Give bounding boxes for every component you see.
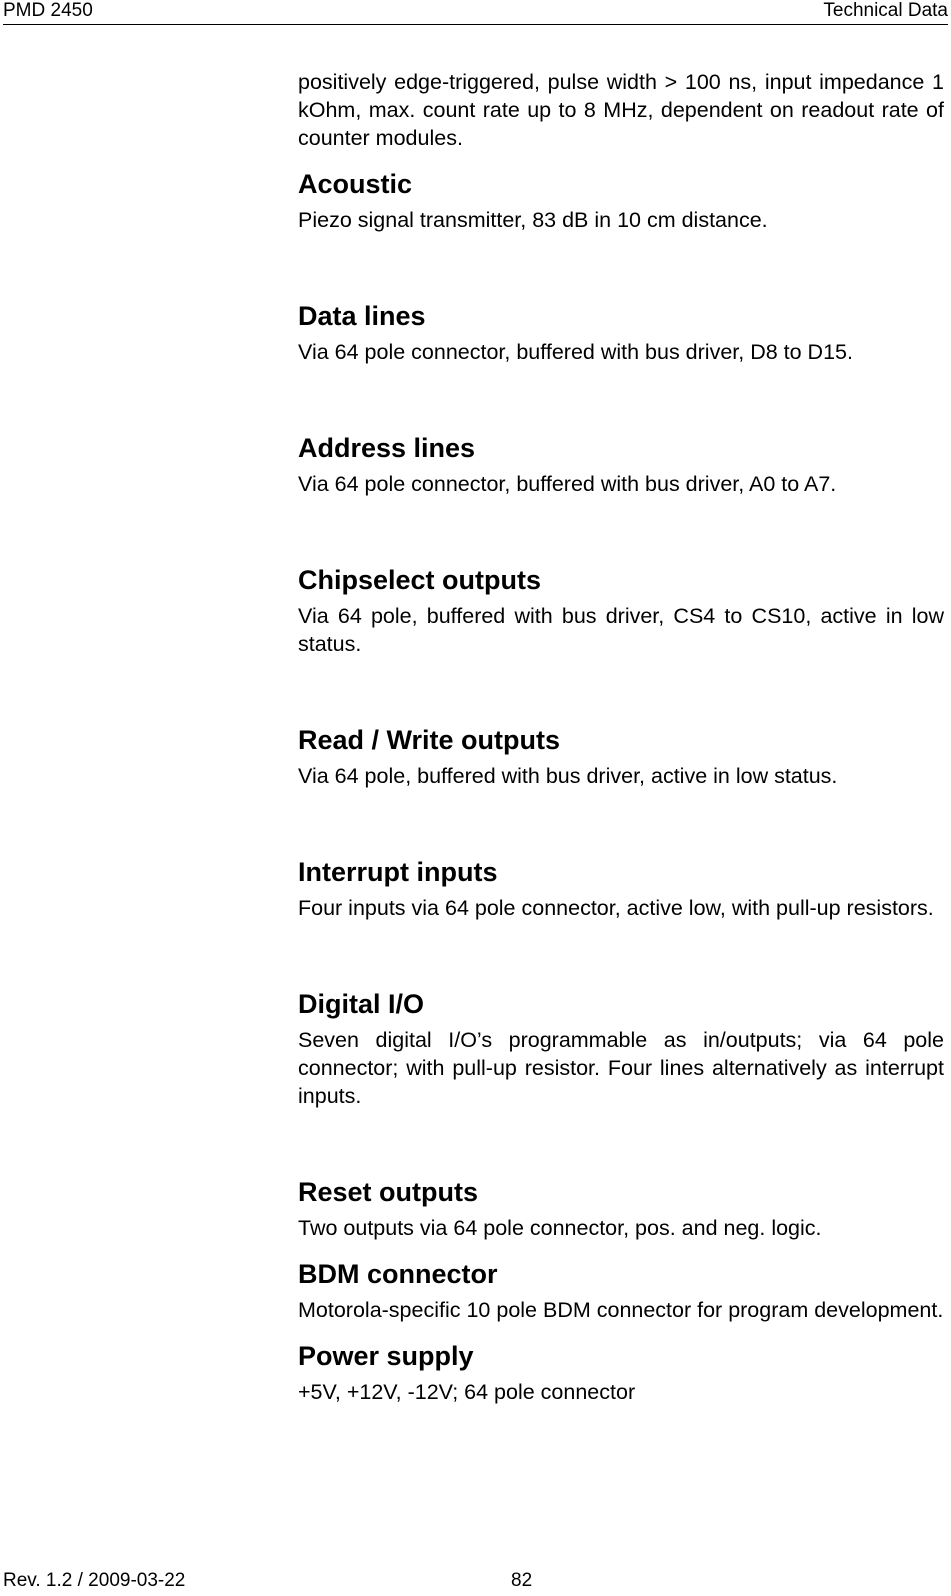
section-text: Piezo signal transmitter, 83 dB in 10 cm distance. xyxy=(298,208,768,232)
section-data-lines xyxy=(298,300,944,366)
section-interrupt-inputs xyxy=(298,856,944,922)
section-text: Via 64 pole, buffered with bus driver, CS4 to CS10, active in low status. xyxy=(298,604,944,656)
section-text: Via 64 pole connector, buffered with bus driver, A0 to A7. xyxy=(298,472,837,496)
section-read-write-outputs xyxy=(298,724,944,790)
section-heading: Interrupt inputs xyxy=(298,857,498,887)
section-heading: Power supply xyxy=(298,1341,474,1371)
section-bdm-connector xyxy=(298,1258,944,1324)
revision-label: Rev. 1.2 / 2009-03-22 xyxy=(3,1570,186,1591)
section-power-supply xyxy=(298,1340,944,1406)
section-heading: Reset outputs xyxy=(298,1177,479,1207)
document-body xyxy=(298,68,944,1406)
section-text: Four inputs via 64 pole connector, active low, with pull-up resistors. xyxy=(298,896,934,920)
page-header xyxy=(3,0,948,25)
document-title: PMD 2450 xyxy=(3,0,93,21)
section-reset-outputs xyxy=(298,1176,944,1242)
section-acoustic xyxy=(298,168,944,234)
section-heading: BDM connector xyxy=(298,1259,498,1289)
section-heading: Acoustic xyxy=(298,169,413,199)
section-text: Motorola-specific 10 pole BDM connector for program development. xyxy=(298,1298,944,1322)
section-digital-io xyxy=(298,988,944,1110)
section-text: Via 64 pole, buffered with bus driver, active in low status. xyxy=(298,764,838,788)
section-heading: Read / Write outputs xyxy=(298,725,561,755)
section-address-lines xyxy=(298,432,944,498)
section-heading: Data lines xyxy=(298,301,426,331)
page-number: 82 xyxy=(511,1570,533,1591)
section-text: Via 64 pole connector, buffered with bus driver, D8 to D15. xyxy=(298,340,853,364)
section-heading: Address lines xyxy=(298,433,476,463)
section-text: Two outputs via 64 pole connector, pos. and neg. logic. xyxy=(298,1216,822,1240)
section-heading: Digital I/O xyxy=(298,989,425,1019)
section-text: Seven digital I/O’s programmable as in/outputs; via 64 pole connector; with pull-up resistor. Four lines alternatively as interrupt inputs. xyxy=(298,1028,944,1108)
section-heading: Chipselect outputs xyxy=(298,565,542,595)
intro-paragraph: positively edge-triggered, pulse width > 100 ns, input impedance 1 kOhm, max. count rate up to 8 MHz, dependent on readout rate of counter modules. xyxy=(298,70,944,150)
section-chipselect-outputs xyxy=(298,564,944,658)
chapter-title: Technical Data xyxy=(823,0,948,21)
section-text: +5V, +12V, -12V; 64 pole connector xyxy=(298,1380,636,1404)
